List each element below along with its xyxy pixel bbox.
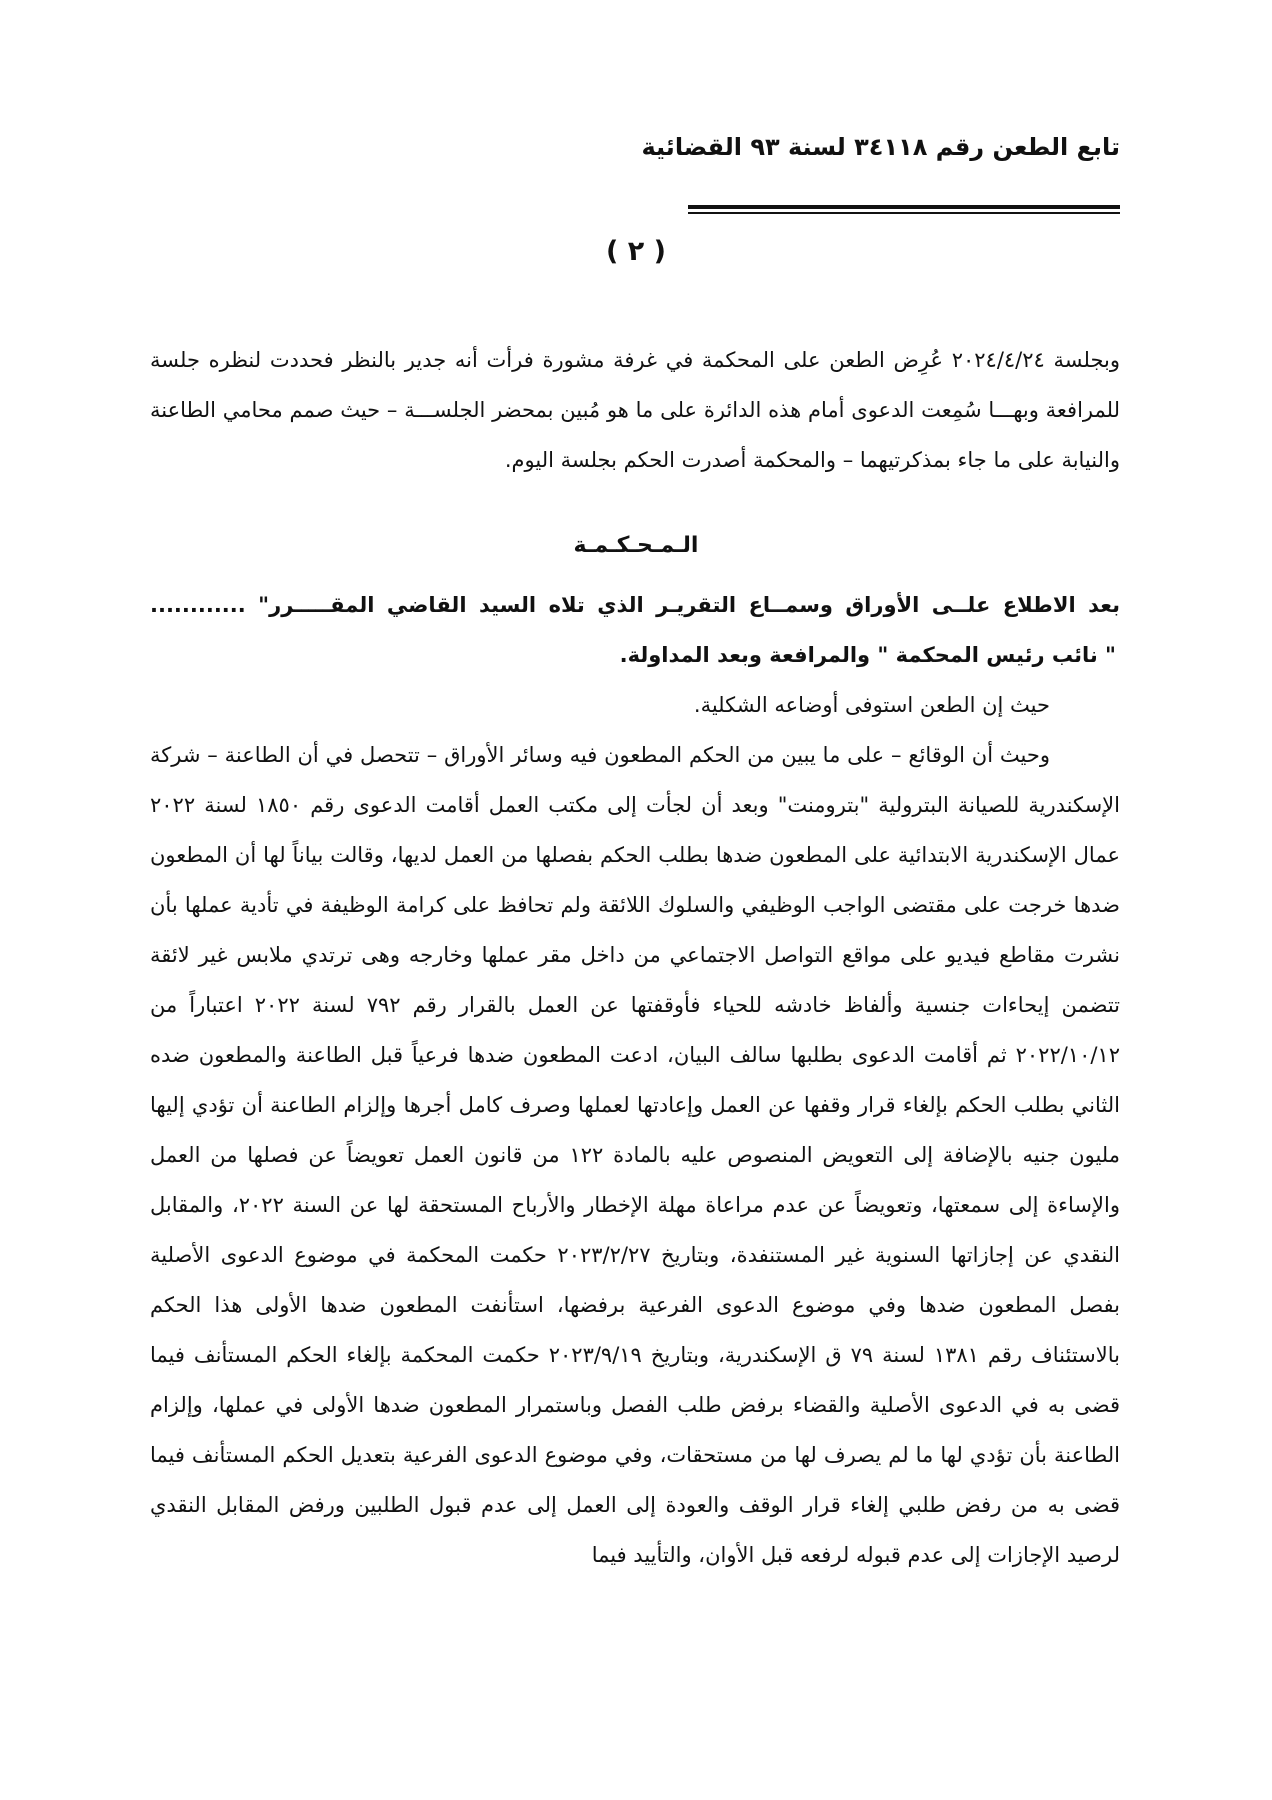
deliberation-line-2: " نائب رئيس المحكمة " والمرافعة وبعد المداولة. (619, 643, 1116, 667)
intro-paragraph (150, 335, 1120, 485)
intro-paragraph-text: وبجلسة ٢٠٢٤/٤/٢٤ عُرِض الطعن على المحكمة في غرفة مشورة فرأت أنه جدير بالنظر فحددت لنظره جلسة للمرافعة وبهـــا سُمِعت الدعوى أمام هذه الدائرة على ما هو مُبين بمحضر الجلســـة – حيث صمم محامي الطاعنة والنيابة على ما جاء بمذكرتيهما – والمحكمة أصدرت الحكم بجلسة اليوم. (150, 348, 1120, 472)
header-double-rule (688, 205, 1120, 214)
deliberation-block (150, 580, 1120, 680)
court-heading: الـمـحـكـمـة (573, 533, 699, 558)
case-reference-header: تابع الطعن رقم ٣٤١١٨ لسنة ٩٣ القضائية (641, 133, 1120, 161)
formality-paragraph: حيث إن الطعن استوفى أوضاعه الشكلية. (693, 693, 1050, 717)
facts-paragraph: وحيث أن الوقائع – على ما يبين من الحكم المطعون فيه وسائر الأوراق – تتحصل في أن الطاعنة – شركة الإسكندرية للصيانة البترولية "بترومنت" وبعد أن لجأت إلى مكتب العمل أقامت الدعوى رقم ١٨٥٠ لسنة ٢٠٢٢ عمال الإسكندرية الابتدائية على المطعون ضدها بطلب الحكم بفصلها من العمل لديها، وقالت بياناً لها أن المطعون ضدها خرجت على مقتضى الواجب الوظيفي والسلوك اللائقة ولم تحافظ على كرامة الوظيفة في تأدية عملها بأن نشرت مقاطع فيديو على مواقع التواصل الاجتماعي من داخل مقر عملها وخارجه وهى ترتدي ملابس غير لائقة تتضمن إيحاءات جنسية وألفاظ خادشه للحياء فأوقفتها عن العمل بالقرار رقم ٧٩٢ لسنة ٢٠٢٢ اعتباراً من ٢٠٢٢/١٠/١٢ ثم أقامت الدعوى بطلبها سالف البيان، ادعت المطعون ضدها فرعياً قبل الطاعنة والمطعون ضده الثاني بطلب الحكم بإلغاء قرار وقفها عن العمل وإعادتها لعملها وصرف كامل أجرها وإلزام الطاعنة أن تؤدي إليها مليون جنيه بالإضافة إلى التعويض المنصوص عليه بالمادة ١٢٢ من قانون العمل تعويضاً عن فصلها من العمل والإساءة إلى سمعتها، وتعويضاً عن عدم مراعاة مهلة الإخطار والأرباح المستحقة لها عن السنة ٢٠٢٢، والمقابل النقدي عن إجازاتها السنوية غير المستنفدة، وبتاريخ ٢٠٢٣/٢/٢٧ حكمت المحكمة في موضوع الدعوى الأصلية بفصل المطعون ضدها وفي موضوع الدعوى الفرعية برفضها، استأنفت المطعون ضدها الأولى هذا الحكم بالاستئناف رقم ١٣٨١ لسنة ٧٩ ق الإسكندرية، وبتاريخ ٢٠٢٣/٩/١٩ حكمت المحكمة بإلغاء الحكم المستأنف فيما قضى به في الدعوى الأصلية والقضاء برفض طلب الفصل وباستمرار المطعون ضدها الأولى في عملها، وإلزام الطاعنة بأن تؤدي لها ما لم يصرف لها من مستحقات، وفي موضوع الدعوى الفرعية بتعديل الحكم المستأنف فيما قضى به من رفض طلبي إلغاء قرار الوقف والعودة إلى العمل إلى عدم قبول الطلبين ورفض المقابل النقدي لرصيد الإجازات إلى عدم قبوله لرفعه قبل الأوان، والتأييد فيما (150, 743, 1120, 1567)
judgment-body (150, 680, 1120, 1580)
deliberation-line-1: بعد الاطلاع علــى الأوراق وسمــاع التقريـر الذي تلاه السيد القاضي المقـــــرر" ............ (150, 593, 1120, 617)
page-number: ( ٢ ) (606, 236, 666, 267)
